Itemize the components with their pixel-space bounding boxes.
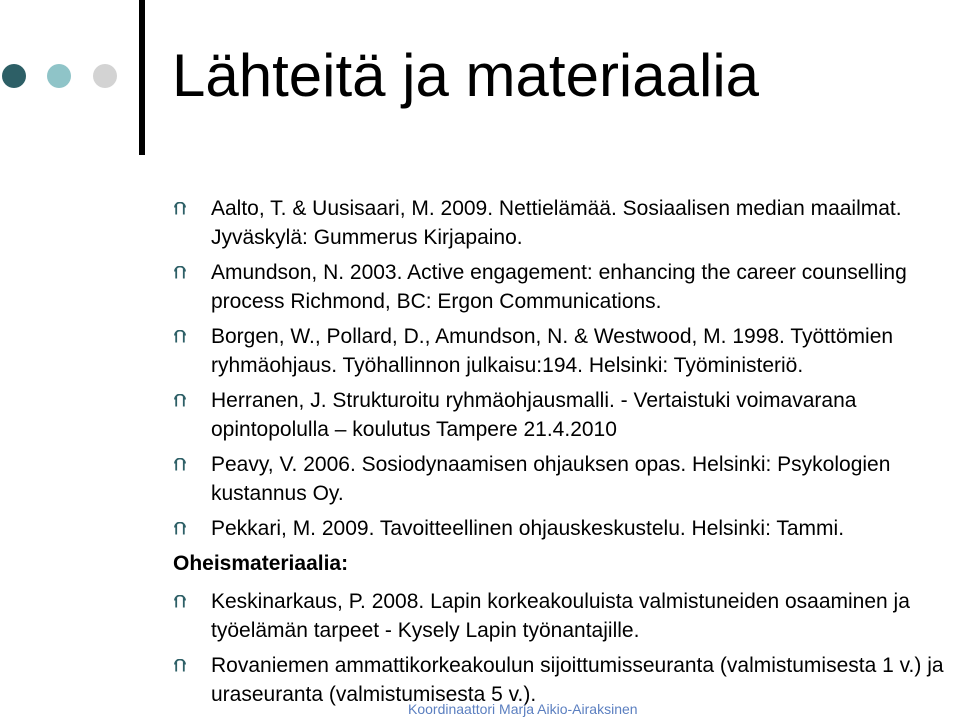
- bullet-icon: [173, 522, 187, 536]
- bullet-icon: [173, 266, 187, 280]
- reference-item: [173, 450, 960, 508]
- footer-author: Koordinaattori Marja Aikio-Airaksinen: [408, 701, 638, 717]
- reference-text: Aalto, T. & Uusisaari, M. 2009. Nettielämää. Sosiaalisen median maailmat. Jyväskylä: Gummerus Kirjapaino.: [211, 197, 902, 249]
- reference-text: Pekkari, M. 2009. Tavoitteellinen ohjauskeskustelu. Helsinki: Tammi.: [211, 517, 845, 540]
- reference-text: Herranen, J. Strukturoitu ryhmäohjausmalli. - Vertaistuki voimavarana opintopolulla – koulutus Tampere 21.4.2010: [211, 389, 857, 441]
- reference-text: Borgen, W., Pollard, D., Amundson, N. & Westwood, M. 1998. Työttömien ryhmäohjaus. Työhallinnon julkaisu:194. Helsinki: Työministeriö.: [211, 325, 894, 377]
- material-text: Rovaniemen ammattikorkeakoulun sijoittumisseuranta (valmistumisesta 1 v.) ja uraseuranta (valmistumisesta 5 v.).: [211, 654, 944, 706]
- bullet-icon: [173, 659, 187, 673]
- reference-text: Amundson, N. 2003. Active engagement: enhancing the career counselling process Richmond, BC: Ergon Communications.: [211, 261, 907, 313]
- material-item: [173, 587, 960, 645]
- reference-item: [173, 258, 960, 316]
- reference-item: [173, 514, 960, 543]
- decor-dot-mid: [47, 64, 71, 88]
- slide-title: Lähteitä ja materiaalia: [172, 42, 760, 109]
- bullet-icon: [173, 595, 187, 609]
- slide-content: [173, 194, 960, 715]
- reference-text: Peavy, V. 2006. Sosiodynaamisen ohjauksen opas. Helsinki: Psykologien kustannus Oy.: [211, 453, 891, 505]
- subheading: Oheismateriaalia:: [173, 552, 349, 575]
- title-divider-line: [139, 0, 145, 155]
- decor-dot-light: [93, 64, 117, 88]
- reference-item: [173, 322, 960, 380]
- material-text: Keskinarkaus, P. 2008. Lapin korkeakouluista valmistuneiden osaaminen ja työelämän tarpeet - Kysely Lapin työnantajille.: [211, 590, 910, 642]
- bullet-icon: [173, 330, 187, 344]
- bullet-icon: [173, 394, 187, 408]
- reference-item: [173, 386, 960, 444]
- bullet-icon: [173, 202, 187, 216]
- decor-dot-dark: [2, 64, 26, 88]
- bullet-icon: [173, 458, 187, 472]
- reference-item: [173, 194, 960, 252]
